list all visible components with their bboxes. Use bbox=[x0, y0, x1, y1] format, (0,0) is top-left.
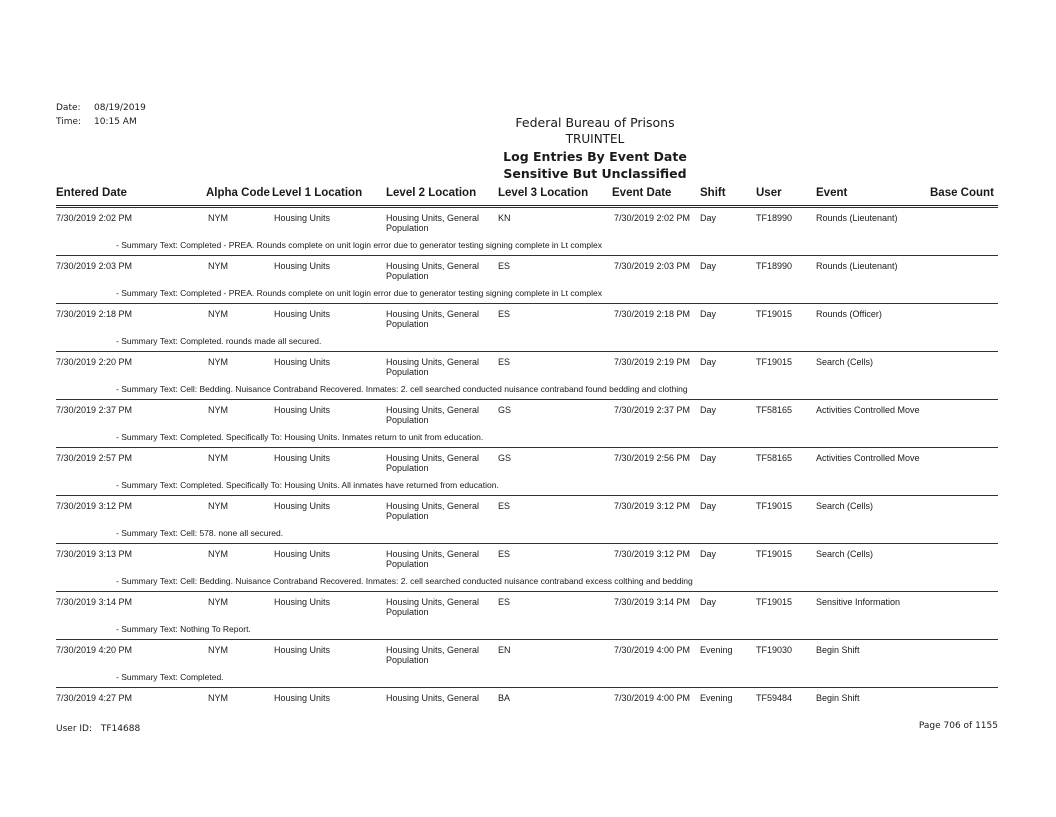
summary-text: - Summary Text: Completed. bbox=[116, 672, 224, 682]
event-date: 7/30/2019 2:02 PM bbox=[614, 213, 691, 223]
level2-location: Housing Units, General Population bbox=[386, 597, 480, 617]
event-date: 7/30/2019 3:12 PM bbox=[614, 549, 691, 559]
col-user: User bbox=[756, 187, 782, 199]
col-event: Event bbox=[816, 187, 848, 199]
level3-location: EN bbox=[498, 645, 511, 655]
user: TF19030 bbox=[756, 645, 793, 655]
alpha-code: NYM bbox=[208, 357, 228, 367]
level1-location: Housing Units bbox=[274, 549, 331, 559]
level3-location: GS bbox=[498, 405, 512, 415]
level1-location: Housing Units bbox=[274, 357, 331, 367]
alpha-code: NYM bbox=[208, 693, 228, 703]
page-number: Page 706 of 1155 bbox=[918, 721, 998, 731]
event-date: 7/30/2019 2:19 PM bbox=[614, 357, 691, 367]
level1-location: Housing Units bbox=[274, 597, 331, 607]
event: Rounds (Lieutenant) bbox=[816, 213, 898, 223]
table-row bbox=[56, 447, 998, 495]
user: TF58165 bbox=[756, 453, 793, 463]
alpha-code: NYM bbox=[208, 405, 228, 415]
shift: Day bbox=[700, 213, 717, 223]
level2-location: Housing Units, General Population bbox=[386, 405, 480, 425]
alpha-code: NYM bbox=[208, 549, 228, 559]
footer-user-id bbox=[56, 724, 140, 734]
date-label: Date: bbox=[56, 103, 81, 113]
event: Search (Cells) bbox=[816, 501, 874, 511]
level3-location: BA bbox=[498, 693, 511, 703]
level2-location: Housing Units, General Population bbox=[386, 261, 480, 281]
shift: Day bbox=[700, 453, 717, 463]
summary-text: - Summary Text: Completed - PREA. Rounds complete on unit login error due to generator testing signing complete in Lt complex bbox=[116, 288, 603, 298]
entered-date: 7/30/2019 2:03 PM bbox=[56, 261, 133, 271]
entered-date: 7/30/2019 2:57 PM bbox=[56, 453, 133, 463]
level2-location: Housing Units, General Population bbox=[386, 309, 480, 329]
classification-label: Sensitive But Unclassified bbox=[503, 166, 687, 181]
level2-location: Housing Units, General Population bbox=[386, 213, 480, 233]
summary-text: - Summary Text: Completed. Specifically To: Housing Units. Inmates return to unit from education. bbox=[116, 432, 484, 442]
level2-location: Housing Units, General Population bbox=[386, 357, 480, 377]
shift: Day bbox=[700, 357, 717, 367]
table-row bbox=[56, 495, 998, 543]
level1-location: Housing Units bbox=[274, 405, 331, 415]
level1-location: Housing Units bbox=[274, 213, 331, 223]
entered-date: 7/30/2019 2:37 PM bbox=[56, 405, 133, 415]
event-date: 7/30/2019 3:12 PM bbox=[614, 501, 691, 511]
level2-location: Housing Units, General Population bbox=[386, 549, 480, 569]
entered-date: 7/30/2019 3:12 PM bbox=[56, 501, 133, 511]
summary-text: - Summary Text: Cell: Bedding. Nuisance Contraband Recovered. Inmates: 2. cell searched conducted nuisance contraband found bedding and clothing bbox=[116, 384, 688, 394]
summary-text: - Summary Text: Nothing To Report. bbox=[116, 624, 251, 634]
summary-text: - Summary Text: Completed - PREA. Rounds complete on unit login error due to generator testing signing complete in Lt complex bbox=[116, 240, 603, 250]
col-shift: Shift bbox=[700, 187, 726, 199]
table-row bbox=[56, 543, 998, 591]
shift: Evening bbox=[700, 645, 733, 655]
event: Begin Shift bbox=[816, 645, 860, 655]
row-rule bbox=[56, 543, 998, 544]
row-rule bbox=[56, 351, 998, 352]
event: Rounds (Officer) bbox=[816, 309, 882, 319]
alpha-code: NYM bbox=[208, 453, 228, 463]
date-value: 08/19/2019 bbox=[94, 103, 146, 113]
user: TF19015 bbox=[756, 501, 793, 511]
user: TF19015 bbox=[756, 357, 793, 367]
summary-text: - Summary Text: Cell: Bedding. Nuisance Contraband Recovered. Inmates: 2. cell searched conducted nuisance contraband excess colthing and bedding bbox=[116, 576, 693, 586]
alpha-code: NYM bbox=[208, 309, 228, 319]
event: Search (Cells) bbox=[816, 357, 874, 367]
table-row bbox=[56, 591, 998, 639]
col-base-count: Base Count bbox=[930, 187, 994, 199]
row-rule bbox=[56, 303, 998, 304]
event: Sensitive Information bbox=[816, 597, 901, 607]
system-name: TRUINTEL bbox=[565, 132, 625, 146]
event: Activities Controlled Move bbox=[816, 405, 920, 415]
shift: Evening bbox=[700, 693, 733, 703]
event: Rounds (Lieutenant) bbox=[816, 261, 898, 271]
row-rule bbox=[56, 399, 998, 400]
row-rule bbox=[56, 207, 998, 208]
alpha-code: NYM bbox=[208, 597, 228, 607]
event-date: 7/30/2019 2:03 PM bbox=[614, 261, 691, 271]
row-rule bbox=[56, 255, 998, 256]
col-event-date: Event Date bbox=[612, 187, 672, 199]
level3-location: ES bbox=[498, 597, 511, 607]
alpha-code: NYM bbox=[208, 213, 228, 223]
event: Activities Controlled Move bbox=[816, 453, 920, 463]
level2-location: Housing Units, General Population bbox=[386, 453, 480, 473]
row-rule bbox=[56, 447, 998, 448]
table-row bbox=[56, 303, 998, 351]
agency-title: Federal Bureau of Prisons bbox=[515, 115, 675, 130]
summary-text: - Summary Text: Cell: 578. none all secured. bbox=[116, 528, 284, 538]
time-label: Time: bbox=[56, 117, 82, 127]
entered-date: 7/30/2019 3:13 PM bbox=[56, 549, 133, 559]
table-row bbox=[56, 255, 998, 303]
event-date: 7/30/2019 4:00 PM bbox=[614, 693, 691, 703]
col-level2: Level 2 Location bbox=[386, 187, 477, 199]
level3-location: ES bbox=[498, 309, 511, 319]
shift: Day bbox=[700, 309, 717, 319]
entered-date: 7/30/2019 2:18 PM bbox=[56, 309, 133, 319]
user: TF19015 bbox=[756, 309, 793, 319]
table-row bbox=[56, 687, 998, 703]
level3-location: KN bbox=[498, 213, 511, 223]
header-rule bbox=[56, 205, 998, 206]
row-rule bbox=[56, 639, 998, 640]
entered-date: 7/30/2019 2:20 PM bbox=[56, 357, 133, 367]
user: TF59484 bbox=[756, 693, 793, 703]
alpha-code: NYM bbox=[208, 261, 228, 271]
row-rule bbox=[56, 591, 998, 592]
level1-location: Housing Units bbox=[274, 501, 331, 511]
level2-location: Housing Units, General Population bbox=[386, 645, 480, 665]
event-date: 7/30/2019 2:37 PM bbox=[614, 405, 691, 415]
shift: Day bbox=[700, 261, 717, 271]
entered-date: 7/30/2019 3:14 PM bbox=[56, 597, 133, 607]
user: TF18990 bbox=[756, 261, 793, 271]
user-id-label: User ID: bbox=[56, 724, 92, 734]
shift: Day bbox=[700, 501, 717, 511]
user: TF58165 bbox=[756, 405, 793, 415]
user: TF19015 bbox=[756, 549, 793, 559]
user: TF18990 bbox=[756, 213, 793, 223]
table-row bbox=[56, 399, 998, 447]
shift: Day bbox=[700, 405, 717, 415]
user: TF19015 bbox=[756, 597, 793, 607]
alpha-code: NYM bbox=[208, 645, 228, 655]
table-row bbox=[56, 207, 998, 255]
level2-location: Housing Units, General Population bbox=[386, 501, 480, 521]
col-alpha-code: Alpha Code bbox=[206, 187, 270, 199]
level1-location: Housing Units bbox=[274, 453, 331, 463]
level3-location: ES bbox=[498, 549, 511, 559]
row-rule bbox=[56, 687, 998, 688]
col-entered-date: Entered Date bbox=[56, 187, 127, 199]
level3-location: ES bbox=[498, 357, 511, 367]
entered-date: 7/30/2019 4:27 PM bbox=[56, 693, 133, 703]
col-level3: Level 3 Location bbox=[498, 187, 589, 199]
level3-location: ES bbox=[498, 261, 511, 271]
summary-text: - Summary Text: Completed. rounds made all secured. bbox=[116, 336, 322, 346]
level1-location: Housing Units bbox=[274, 693, 331, 703]
shift: Day bbox=[700, 549, 717, 559]
level1-location: Housing Units bbox=[274, 261, 331, 271]
event-date: 7/30/2019 3:14 PM bbox=[614, 597, 691, 607]
row-rule bbox=[56, 495, 998, 496]
entered-date: 7/30/2019 4:20 PM bbox=[56, 645, 133, 655]
level1-location: Housing Units bbox=[274, 309, 331, 319]
col-level1: Level 1 Location bbox=[272, 187, 363, 199]
shift: Day bbox=[700, 597, 717, 607]
time-value: 10:15 AM bbox=[94, 117, 137, 127]
event-date: 7/30/2019 2:18 PM bbox=[614, 309, 691, 319]
column-header-row bbox=[56, 187, 998, 204]
level1-location: Housing Units bbox=[274, 645, 331, 655]
level3-location: GS bbox=[498, 453, 512, 463]
level3-location: ES bbox=[498, 501, 511, 511]
event: Search (Cells) bbox=[816, 549, 874, 559]
entered-date: 7/30/2019 2:02 PM bbox=[56, 213, 133, 223]
level2-location: Housing Units, General bbox=[386, 693, 480, 703]
event-date: 7/30/2019 2:56 PM bbox=[614, 453, 691, 463]
report-time bbox=[56, 117, 137, 127]
event: Begin Shift bbox=[816, 693, 860, 703]
report-title: Log Entries By Event Date bbox=[503, 149, 687, 164]
table-row bbox=[56, 639, 998, 687]
report-date bbox=[56, 103, 146, 113]
alpha-code: NYM bbox=[208, 501, 228, 511]
user-id-value: TF14688 bbox=[100, 724, 141, 734]
event-date: 7/30/2019 4:00 PM bbox=[614, 645, 691, 655]
summary-text: - Summary Text: Completed. Specifically To: Housing Units. All inmates have returned from education. bbox=[116, 480, 499, 490]
table-row bbox=[56, 351, 998, 399]
